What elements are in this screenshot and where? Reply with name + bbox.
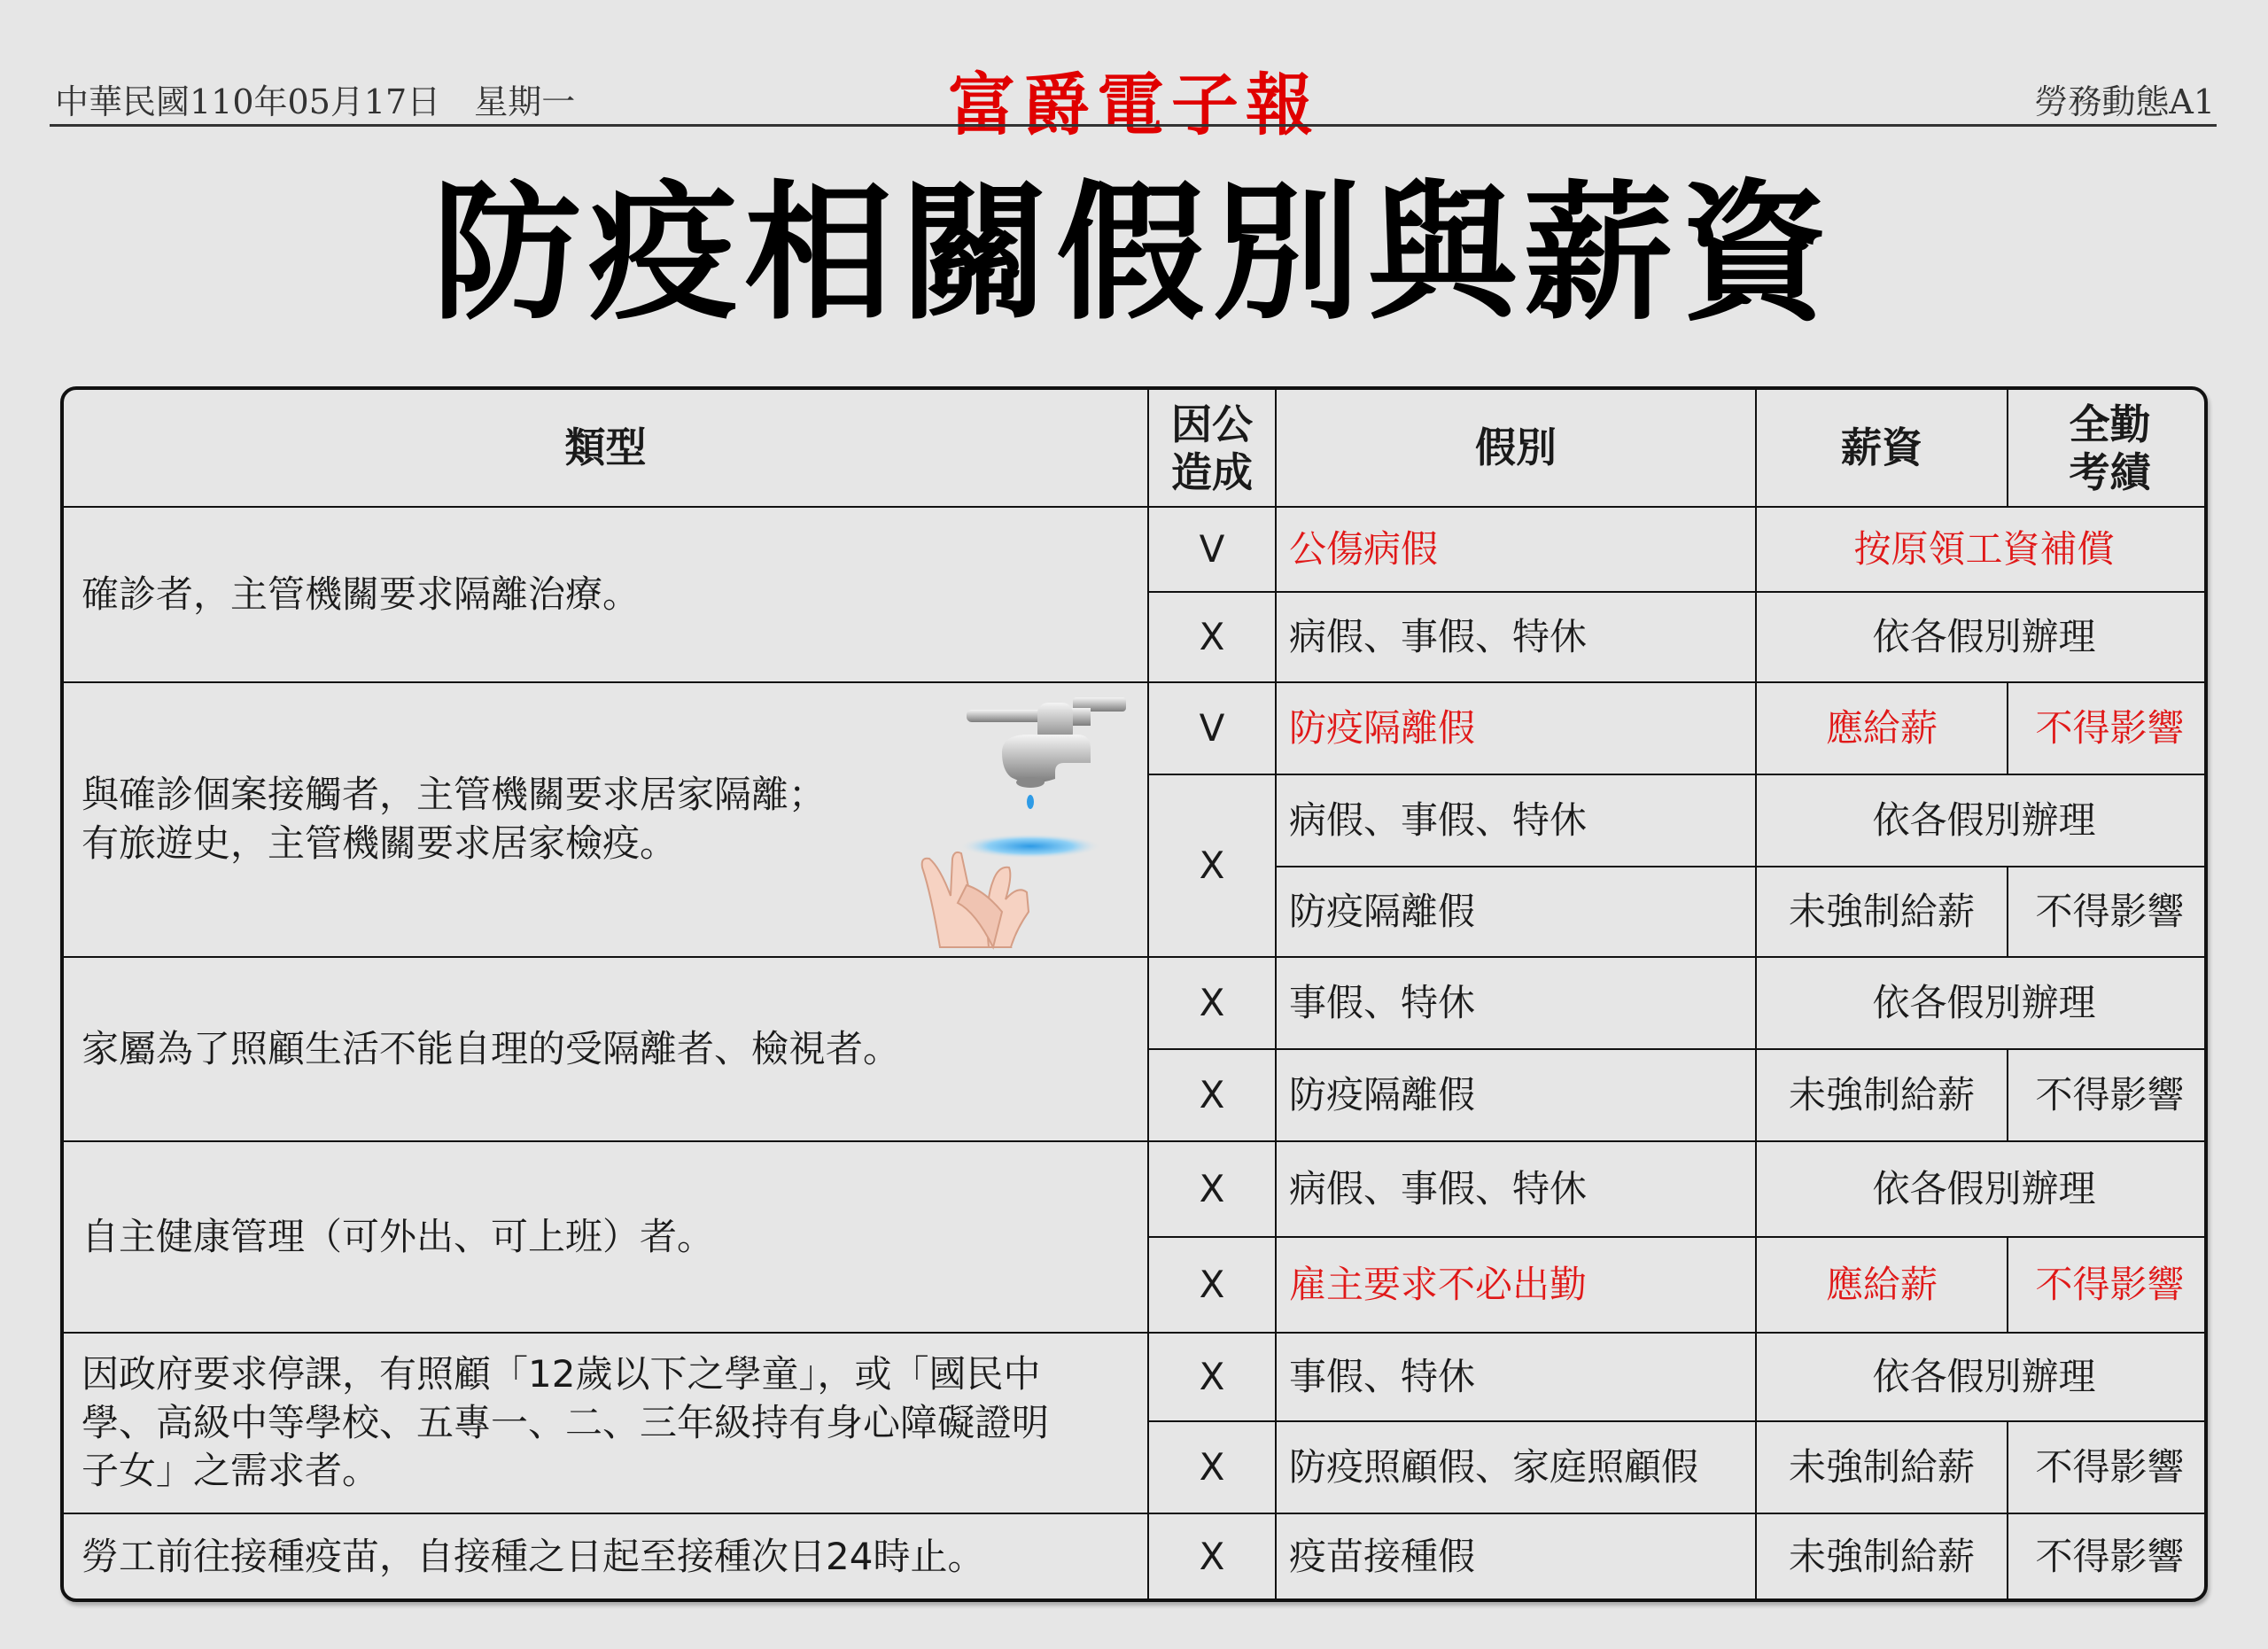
salary-attendance-cell: 依各假別辦理	[1756, 592, 2208, 682]
type-cell: 確診者，主管機關要求隔離治療。	[64, 507, 1148, 682]
table-row	[64, 957, 2208, 1049]
type-cell: 勞工前往接種疫苗，自接種之日起至接種次日24時止。	[64, 1513, 1148, 1600]
attendance-cell: 不得影響	[2008, 1237, 2208, 1333]
table-row	[64, 1333, 2208, 1421]
occupational-cell: X	[1148, 1513, 1276, 1600]
leave-cell: 雇主要求不必出勤	[1276, 1237, 1756, 1333]
col-header-attendance-line1: 全勤	[2069, 400, 2151, 448]
occupational-cell: X	[1148, 1049, 1276, 1141]
leave-cell: 防疫照顧假、家庭照顧假	[1276, 1421, 1756, 1513]
header-rule	[50, 124, 2217, 127]
occupational-cell: V	[1148, 507, 1276, 592]
occupational-cell: X	[1148, 774, 1276, 957]
type-cell: 自主健康管理（可外出、可上班）者。	[64, 1141, 1148, 1333]
type-line: 因政府要求停課，有照顧「12歲以下之學童」，或「國民中	[82, 1352, 1041, 1396]
col-header-attendance-line2: 考績	[2069, 447, 2151, 496]
leave-cell: 病假、事假、特休	[1276, 774, 1756, 867]
leave-cell: 疫苗接種假	[1276, 1513, 1756, 1600]
occupational-cell: X	[1148, 1141, 1276, 1237]
col-header-occupational	[1148, 390, 1276, 507]
col-header-type: 類型	[64, 390, 1148, 507]
salary-cell: 應給薪	[1756, 682, 2008, 774]
type-line: 與確診個案接觸者，主管機關要求居家隔離；	[82, 773, 827, 817]
occupational-cell: X	[1148, 1333, 1276, 1421]
salary-cell: 應給薪	[1756, 1237, 2008, 1333]
occupational-cell: X	[1148, 592, 1276, 682]
leave-cell: 病假、事假、特休	[1276, 1141, 1756, 1237]
type-line: 有旅遊史，主管機關要求居家檢疫。	[82, 821, 678, 865]
col-header-attendance	[2008, 390, 2208, 507]
type-cell	[64, 1333, 1148, 1513]
salary-attendance-cell: 依各假別辦理	[1756, 1333, 2208, 1421]
salary-attendance-cell: 依各假別辦理	[1756, 957, 2208, 1049]
attendance-cell: 不得影響	[2008, 1049, 2208, 1141]
col-header-salary: 薪資	[1756, 390, 2008, 507]
headline-title: 防疫相關假別與薪資	[432, 167, 1836, 340]
table-header-row	[64, 390, 2208, 507]
table-row	[64, 507, 2208, 592]
type-cell: 家屬為了照顧生活不能自理的受隔離者、檢視者。	[64, 957, 1148, 1141]
occupational-cell: V	[1148, 682, 1276, 774]
type-line: 子女」之需求者。	[82, 1449, 380, 1493]
type-cell	[64, 682, 1148, 957]
leave-cell: 防疫隔離假	[1276, 867, 1756, 957]
faucet-hands-illustration-icon	[913, 690, 1135, 956]
leave-cell: 病假、事假、特休	[1276, 592, 1756, 682]
col-header-occupational-line2: 造成	[1171, 447, 1253, 496]
issue-date: 中華民國110年05月17日 星期一	[55, 82, 576, 121]
table-row	[64, 682, 2208, 774]
occupational-cell: X	[1148, 1237, 1276, 1333]
table-row	[64, 1141, 2208, 1237]
leave-cell: 防疫隔離假	[1276, 682, 1756, 774]
salary-attendance-cell: 依各假別辦理	[1756, 1141, 2208, 1237]
type-line: 學、高級中等學校、五專一、二、三年級持有身心障礙證明	[82, 1400, 1050, 1444]
salary-cell: 未強制給薪	[1756, 1421, 2008, 1513]
col-header-leave: 假別	[1276, 390, 1756, 507]
occupational-cell: X	[1148, 957, 1276, 1049]
salary-attendance-cell: 按原領工資補償	[1756, 507, 2208, 592]
attendance-cell: 不得影響	[2008, 1421, 2208, 1513]
salary-attendance-cell: 依各假別辦理	[1756, 774, 2208, 867]
leave-cell: 公傷病假	[1276, 507, 1756, 592]
table-row	[64, 1513, 2208, 1600]
leave-cell: 事假、特休	[1276, 957, 1756, 1049]
leave-cell: 防疫隔離假	[1276, 1049, 1756, 1141]
section-label: 勞務動態A1	[2034, 82, 2215, 121]
salary-cell: 未強制給薪	[1756, 1513, 2008, 1600]
leave-cell: 事假、特休	[1276, 1333, 1756, 1421]
salary-cell: 未強制給薪	[1756, 1049, 2008, 1141]
attendance-cell: 不得影響	[2008, 1513, 2208, 1600]
attendance-cell: 不得影響	[2008, 867, 2208, 957]
newspaper-masthead: 富爵電子報	[948, 66, 1320, 144]
col-header-occupational-line1: 因公	[1171, 400, 1253, 448]
leave-salary-table	[60, 386, 2208, 1602]
salary-cell: 未強制給薪	[1756, 867, 2008, 957]
occupational-cell: X	[1148, 1421, 1276, 1513]
attendance-cell: 不得影響	[2008, 682, 2208, 774]
